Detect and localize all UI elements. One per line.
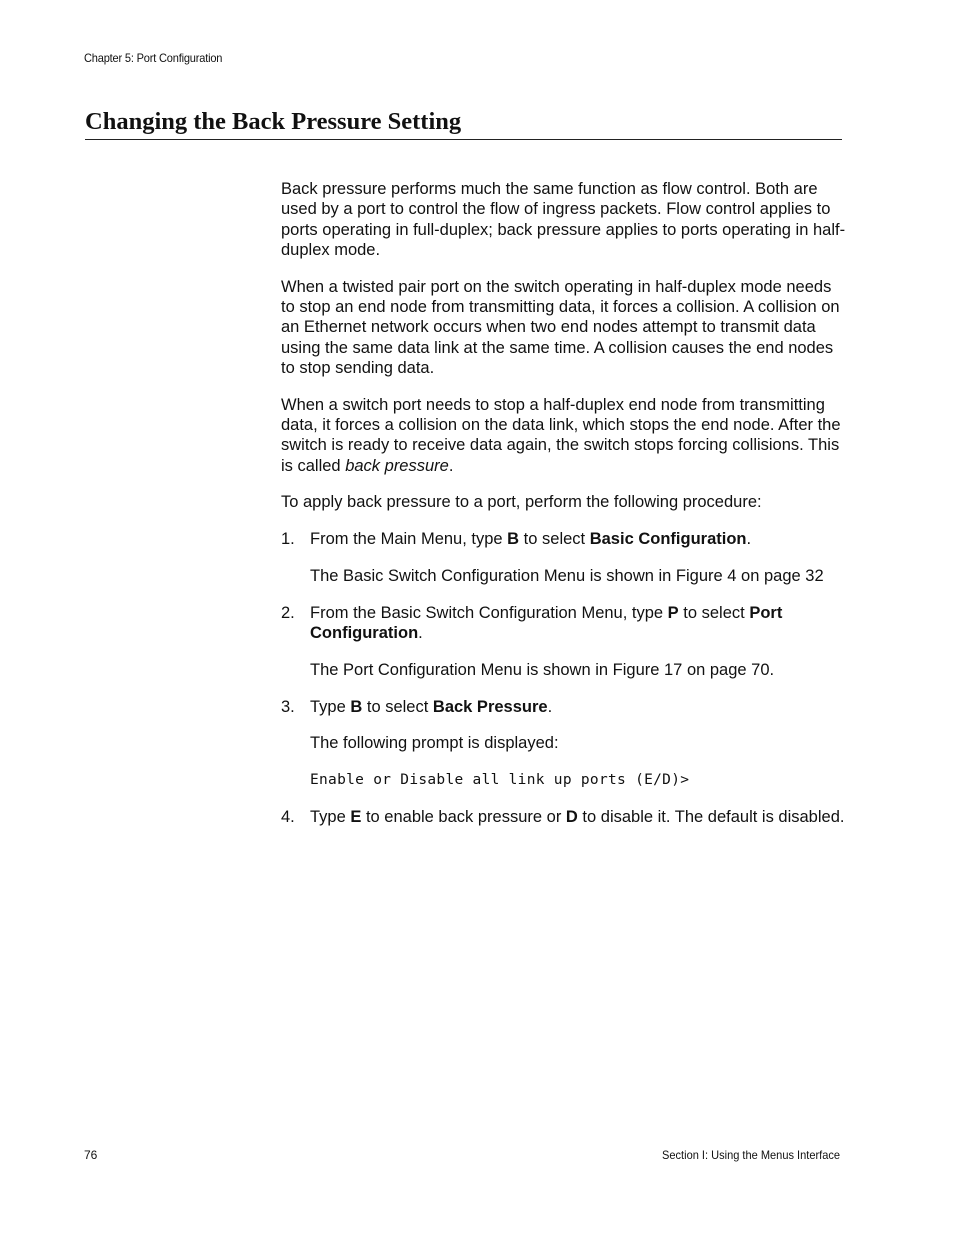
key-command: B [507, 530, 520, 549]
paragraph-text: When a switch port needs to stop a half-duplex end node from transmitting data, it forces a collision on the data link, which stops the end node. After the switch is ready to receive data again, the switch stops forcing collisions. This is called [281, 395, 841, 475]
paragraph-back-pressure [281, 395, 847, 476]
step-instruction: Type E to enable back pressure or D to disable it. The default is disabled. [310, 807, 845, 826]
menu-option: Back Pressure [432, 697, 548, 716]
step-number: 1. [281, 530, 295, 549]
menu-option: Port Configuration [310, 603, 783, 643]
step-instruction: Type B to select Back Pressure. [310, 697, 553, 716]
command-prompt: Enable or Disable all link up ports (E/D)> [310, 772, 690, 789]
key-command-disable: D [565, 807, 578, 826]
step-note: The Port Configuration Menu is shown in Figure 17 on page 70. [310, 660, 775, 679]
page-number: 76 [84, 1148, 98, 1162]
step-2 [281, 603, 847, 680]
step-3 [281, 697, 847, 791]
step-1 [281, 529, 847, 586]
key-command: B [350, 697, 363, 716]
body-content [281, 179, 847, 844]
back-pressure-term: back pressure [345, 456, 449, 475]
paragraph-end: . [448, 456, 454, 475]
running-header: Chapter 5: Port Configuration [84, 51, 223, 65]
paragraph-procedure-intro: To apply back pressure to a port, perform the following procedure: [281, 493, 762, 512]
key-command-enable: E [350, 807, 362, 826]
running-footer: Section I: Using the Menus Interface [662, 1148, 840, 1162]
key-command: P [667, 603, 679, 622]
paragraph-collision: When a twisted pair port on the switch operating in half-duplex mode needs to stop an end node from transmitting data, it forces a collision. A collision on an Ethernet network occurs when two end nodes attempt to transmit data using the same data link at the same time. A collision causes the end nodes to stop sending data. [281, 277, 840, 377]
step-instruction: From the Basic Switch Configuration Menu, type P to select Port Configuration. [310, 603, 783, 643]
menu-option: Basic Configuration [589, 530, 747, 549]
step-number: 2. [281, 603, 295, 622]
step-number: 4. [281, 807, 295, 826]
step-note: The Basic Switch Configuration Menu is shown in Figure 4 on page 32 [310, 566, 824, 585]
title-rule [85, 139, 842, 140]
step-instruction: From the Main Menu, type B to select Basic Configuration. [310, 530, 752, 549]
step-note: The following prompt is displayed: [310, 734, 559, 753]
step-4 [281, 807, 847, 827]
step-number: 3. [281, 697, 295, 716]
procedure-steps [281, 529, 847, 827]
page-title: Changing the Back Pressure Setting [85, 108, 462, 135]
paragraph-intro: Back pressure performs much the same function as flow control. Both are used by a port to control the flow of ingress packets. Flow control applies to ports operating in full-duplex; back pressure applies to ports operating in half-duplex mode. [281, 180, 846, 259]
